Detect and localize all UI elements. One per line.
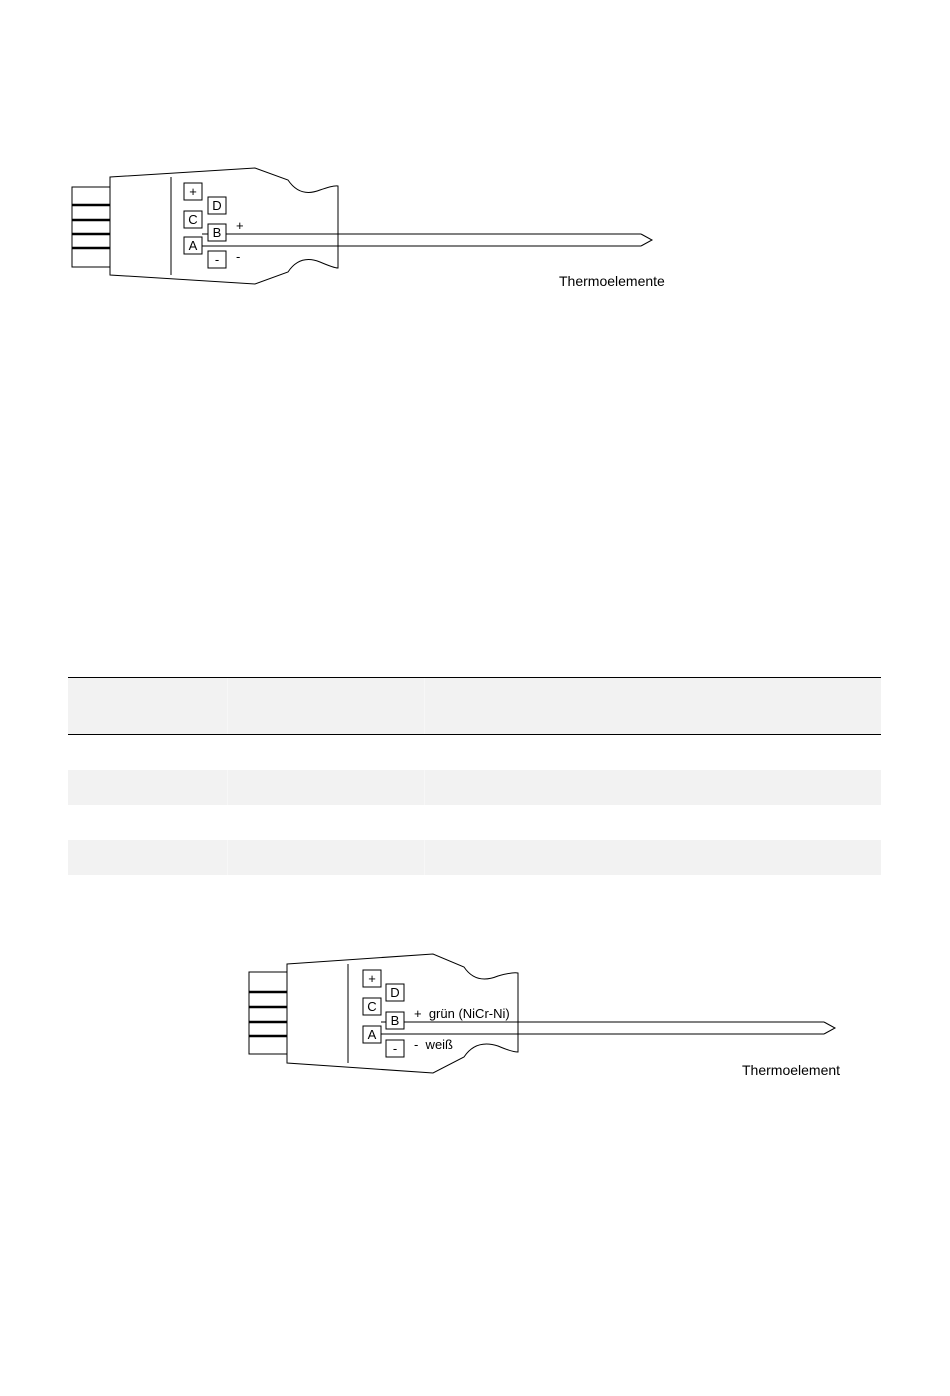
connector-diagram-thermoelement: [0, 945, 900, 1085]
table-row: [68, 770, 881, 805]
data-table: [68, 677, 881, 875]
svg-text:+: +: [368, 971, 376, 986]
svg-text:B: B: [390, 1013, 400, 1028]
terminal-plus: [363, 970, 381, 987]
svg-text:C: C: [188, 212, 198, 227]
terminal-d: [208, 197, 226, 214]
diagram-caption: Thermoelement: [742, 1062, 841, 1078]
table-row: [68, 805, 881, 840]
plus-wire-label: + grün (NiCr-Ni): [414, 1006, 510, 1021]
svg-text:A: A: [188, 238, 198, 253]
minus-wire-label: - weiß: [414, 1037, 453, 1052]
svg-text:+: +: [189, 184, 197, 199]
plug-pins: [249, 972, 287, 1054]
svg-text:D: D: [212, 198, 222, 213]
table-row: [68, 735, 881, 770]
minus-wire-label: -: [236, 249, 241, 264]
terminal-b: [386, 1012, 404, 1029]
table-header-cell: [425, 678, 881, 734]
plug-pins: [72, 187, 110, 267]
terminal-minus: [386, 1040, 404, 1057]
terminal-a: [363, 1026, 381, 1043]
terminal-plus: [184, 183, 202, 200]
terminal-d: [386, 984, 404, 1001]
svg-text:A: A: [367, 1027, 377, 1042]
connector-diagram-thermoelemente: [0, 150, 720, 300]
table-header-row: [68, 677, 881, 735]
plus-wire-label: +: [236, 218, 244, 233]
svg-text:C: C: [367, 999, 377, 1014]
table-row: [68, 840, 881, 875]
table-header-cell: [228, 678, 425, 734]
terminal-minus: [208, 251, 226, 268]
svg-text:-: -: [392, 1041, 398, 1056]
connector-drawing: [0, 150, 720, 300]
table-header-cell: [68, 678, 228, 734]
terminal-c: [184, 211, 202, 228]
diagram-caption: Thermoelemente: [559, 273, 665, 289]
terminal-b: [208, 224, 226, 241]
terminal-a: [184, 237, 202, 254]
svg-text:-: -: [214, 252, 220, 267]
terminal-c: [363, 998, 381, 1015]
connector-drawing: [0, 945, 900, 1085]
svg-text:B: B: [212, 225, 222, 240]
svg-text:D: D: [390, 985, 400, 1000]
